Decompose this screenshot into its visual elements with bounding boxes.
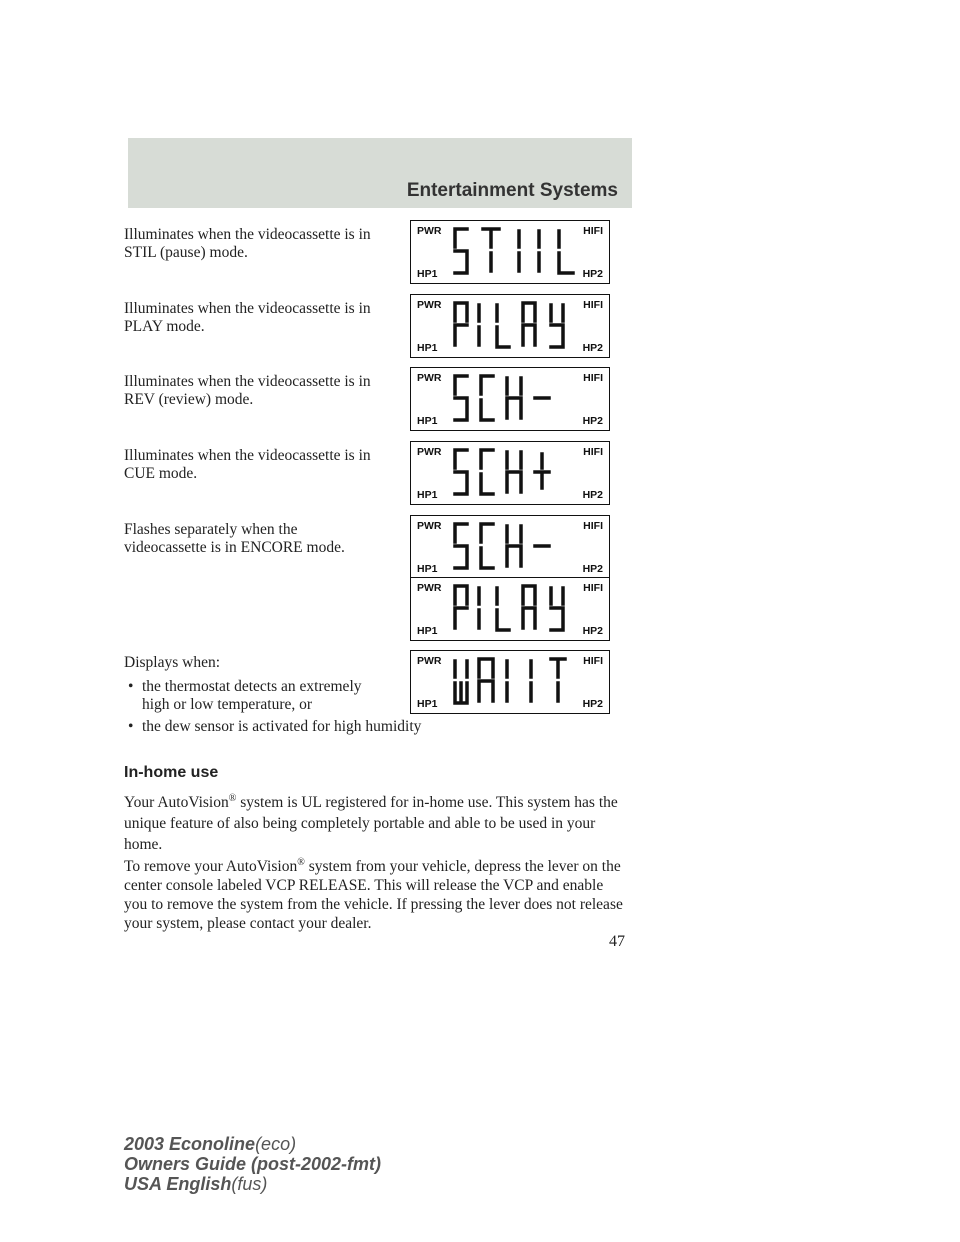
header-band	[128, 138, 632, 208]
lcd-hp1-label: HP1	[417, 563, 438, 575]
lcd-pwr-label: PWR	[417, 520, 442, 532]
bullet-text: the thermostat detects an extremely high or low temperature, or	[142, 678, 362, 713]
registered-mark: ®	[297, 857, 305, 868]
indicator-encore-text: Flashes separately when the videocassette is in ENCORE mode.	[124, 521, 345, 556]
lcd-pwr-label: PWR	[417, 225, 442, 237]
lcd-hifi-label: HIFI	[583, 655, 603, 667]
paragraph-text: system is UL registered for in-home use. This system has the unique feature of also being completely portable and able to be used in your home.	[124, 794, 618, 854]
lcd-pwr-label: PWR	[417, 372, 442, 384]
list-item	[124, 718, 604, 736]
lcd-pwr-label: PWR	[417, 446, 442, 458]
indicator-play-text: Illuminates when the videocassette is in PLAY mode.	[124, 300, 371, 335]
lcd-still-display	[410, 220, 610, 284]
footer	[124, 1134, 381, 1194]
page-number: 47	[609, 933, 625, 950]
lcd-pwr-label: PWR	[417, 655, 442, 667]
lcd-pwr-label: PWR	[417, 582, 442, 594]
lcd-hp2-label: HP2	[582, 625, 603, 637]
indicator-cue-text: Illuminates when the videocassette is in CUE mode.	[124, 447, 371, 482]
subheading: In-home use	[124, 764, 219, 781]
lcd-hp2-label: HP2	[582, 415, 603, 427]
lcd-hp2-label: HP2	[582, 342, 603, 354]
lcd-play-display	[410, 294, 610, 358]
lcd-hifi-label: HIFI	[583, 372, 603, 384]
lcd-hp1-label: HP1	[417, 268, 438, 280]
lcd-pwr-label: PWR	[417, 299, 442, 311]
lcd-hp1-label: HP1	[417, 489, 438, 501]
lcd-cue-display	[410, 441, 610, 505]
lcd-hp1-label: HP1	[417, 342, 438, 354]
lcd-hifi-label: HIFI	[583, 446, 603, 458]
footer-model: 2003 Econoline	[124, 1134, 256, 1154]
bullet-icon: •	[128, 718, 134, 735]
indicator-still-text: Illuminates when the videocassette is in STIL (pause) mode.	[124, 226, 371, 261]
lcd-hifi-label: HIFI	[583, 520, 603, 532]
lcd-hp2-label: HP2	[582, 489, 603, 501]
footer-language: USA English	[124, 1174, 232, 1194]
list-item	[124, 678, 362, 714]
indicator-displays-when-text: Displays when:	[124, 654, 221, 671]
paragraph-text: Your AutoVision	[124, 794, 229, 812]
paragraph-text: To remove your AutoVision	[124, 858, 298, 876]
lcd-hp2-label: HP2	[582, 563, 603, 575]
lcd-encore-rev-display	[410, 515, 610, 579]
lcd-rev-display	[410, 367, 610, 431]
lcd-encore-play-display	[410, 577, 610, 641]
section-title: Entertainment Systems	[406, 180, 618, 201]
lcd-hifi-label: HIFI	[583, 582, 603, 594]
paragraph-text: system from your vehicle, depress the lever on the center console labeled VCP RELEASE. This will release the VCP and enable you to remove the system from the vehicle. If pressing the lever does not release your system, please contact your dealer.	[124, 858, 623, 933]
registered-mark: ®	[228, 793, 237, 804]
lcd-hp2-label: HP2	[582, 268, 603, 280]
lcd-hp1-label: HP1	[417, 415, 438, 427]
bullet-icon: •	[128, 678, 134, 695]
paragraph-in-home-use	[124, 788, 630, 855]
footer-guide: Owners Guide (post-2002-fmt)	[124, 1154, 382, 1174]
lcd-hp1-label: HP1	[417, 625, 438, 637]
bullet-text: the dew sensor is activated for high humidity	[142, 718, 422, 735]
lcd-hifi-label: HIFI	[583, 225, 603, 237]
lcd-hifi-label: HIFI	[583, 299, 603, 311]
indicator-rev-text: Illuminates when the videocassette is in REV (review) mode.	[124, 373, 371, 408]
paragraph-remove-system	[124, 853, 630, 933]
displays-when-list	[124, 678, 604, 740]
lcd-hp1-label: HP1	[417, 698, 438, 710]
footer-model-code: (eco)	[255, 1134, 297, 1154]
footer-language-code: (fus)	[231, 1174, 268, 1194]
lcd-hp2-label: HP2	[582, 698, 603, 710]
